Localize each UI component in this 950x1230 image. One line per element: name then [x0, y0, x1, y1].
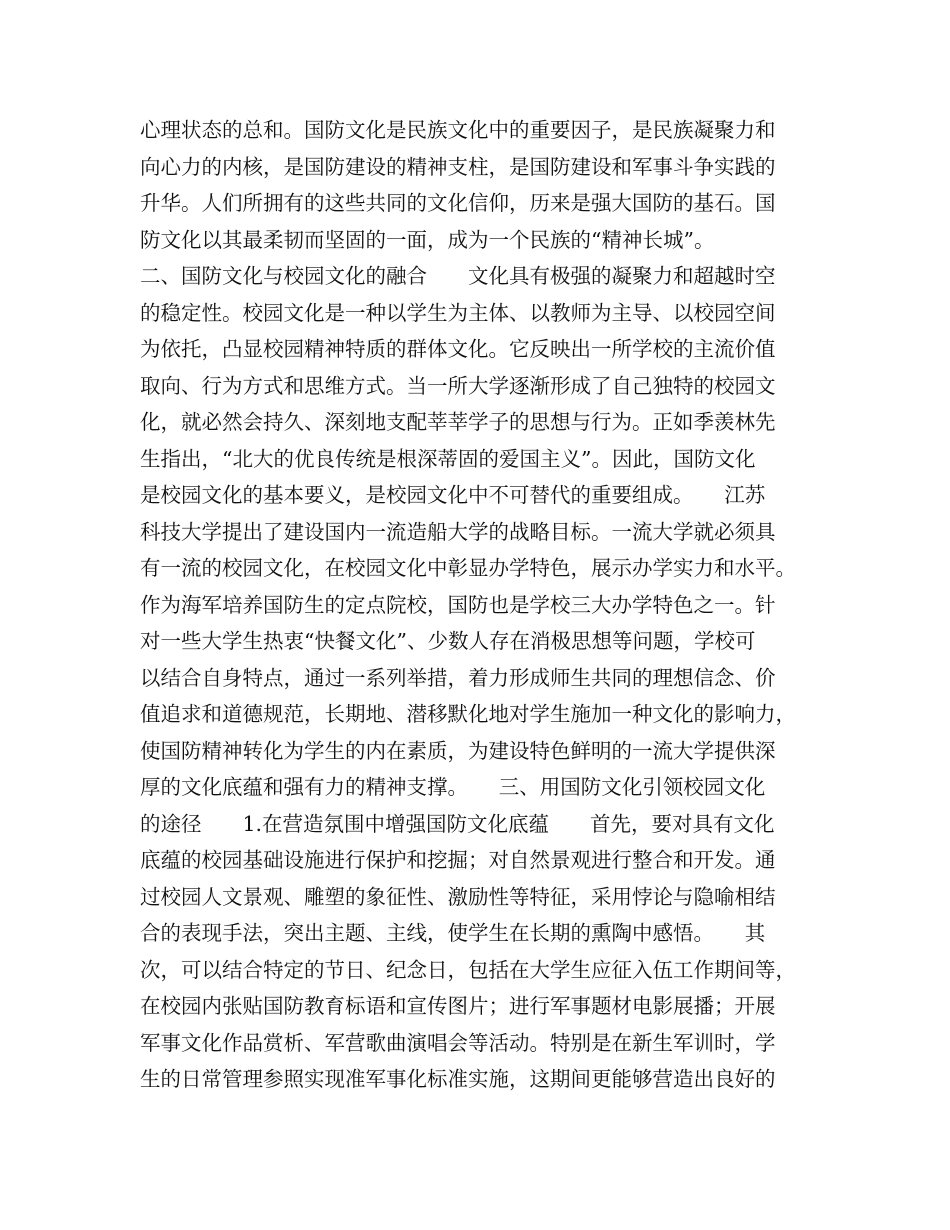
text-line: 使国防精神转化为学生的内在素质，为建设特色鲜明的一流大学提供深: [140, 738, 776, 763]
text-line: 厚的文化底蕴和强有力的精神支撑。 三、用国防文化引领校园文化: [140, 775, 766, 799]
text-line: 以结合自身特点，通过一系列举措，着力形成师生共同的理想信念、价: [140, 665, 776, 690]
text-line: 的稳定性。校园文化是一种以学生为主体、以教师为主导、以校园空间: [140, 300, 776, 325]
text-line: 生指出，“北大的优良传统是根深蒂固的爱国主义”。因此，国防文化: [140, 446, 756, 471]
text-line: 升华。人们所拥有的这些共同的文化信仰，历来是强大国防的基石。国: [140, 191, 776, 215]
text-line: 过校园人文景观、雕塑的象征性、激励性等特征，采用悖论与隐喻相结: [140, 884, 776, 909]
text-line: 的途径 1.在营造氛围中增强国防文化底蕴 首先，要对具有文化: [140, 811, 775, 836]
text-line: 科技大学提出了建设国内一流造船大学的战略目标。一流大学就必须具: [140, 519, 776, 544]
text-line: 为依托，凸显校园精神特质的群体文化。它反映出一所学校的主流价值: [140, 337, 776, 361]
text-line: 作为海军培养国防生的定点院校，国防也是学校三大办学特色之一。针: [140, 592, 776, 617]
text-line: 对一些大学生热衷“快餐文化”、少数人存在消极思想等问题，学校可: [140, 629, 756, 653]
text-line: 生的日常管理参照实现准军事化标准实施，这期间更能够营造出良好的: [140, 1067, 776, 1091]
text-line: 底蕴的校园基础设施进行保护和挖掘；对自然景观进行整合和开发。通: [140, 848, 776, 872]
text-line: 次，可以结合特定的节日、纪念日，包括在大学生应征入伍工作期间等，: [140, 957, 796, 982]
text-line: 防文化以其最柔韧而坚固的一面，成为一个民族的“精神长城”。: [140, 227, 715, 252]
text-line: 心理状态的总和。国防文化是民族文化中的重要因子，是民族凝聚力和: [140, 118, 776, 142]
text-line: 有一流的校园文化，在校园文化中彰显办学特色，展示办学实力和水平。: [140, 556, 796, 580]
text-line: 合的表现手法，突出主题、主线，使学生在长期的熏陶中感悟。 其: [140, 921, 766, 945]
text-line: 二、国防文化与校园文化的融合 文化具有极强的凝聚力和超越时空: [140, 264, 776, 288]
text-line: 化，就必然会持久、深刻地支配莘莘学子的思想与行为。正如季羡林先: [140, 410, 776, 434]
text-line: 取向、行为方式和思维方式。当一所大学逐渐形成了自己独特的校园文: [140, 373, 776, 398]
text-line: 是校园文化的基本要义，是校园文化中不可替代的重要组成。 江苏: [140, 483, 766, 507]
text-line: 向心力的内核，是国防建设的精神支柱，是国防建设和军事斗争实践的: [140, 154, 776, 179]
text-line: 值追求和道德规范，长期地、潜移默化地对学生施加一种文化的影响力，: [140, 702, 796, 726]
text-line: 军事文化作品赏析、军营歌曲演唱会等活动。特别是在新生军训时，学: [140, 1030, 776, 1055]
body-text: [140, 112, 830, 1098]
text-line: 在校园内张贴国防教育标语和宣传图片；进行军事题材电影展播；开展: [140, 994, 776, 1018]
